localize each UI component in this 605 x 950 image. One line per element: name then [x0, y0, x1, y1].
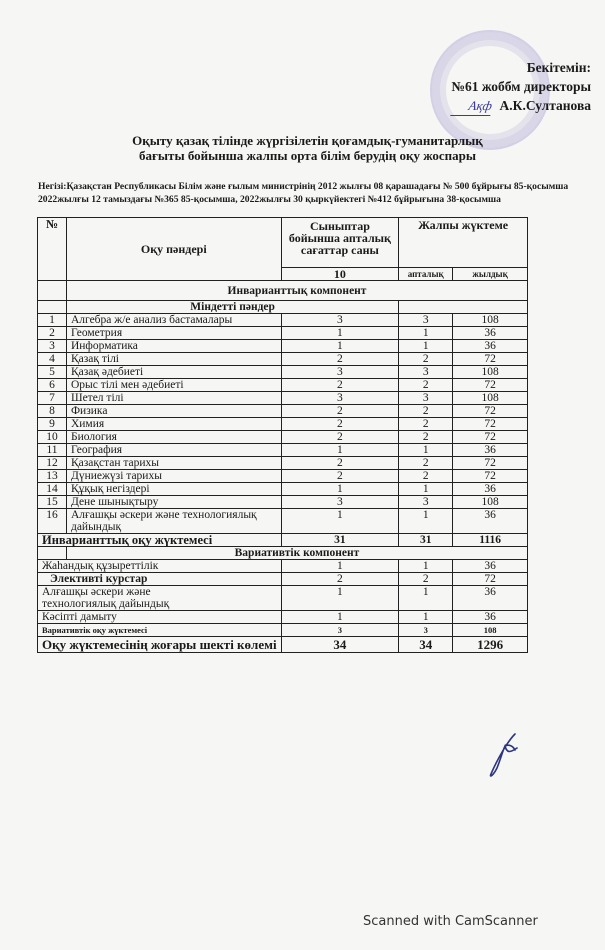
row-yearly: 36	[453, 509, 528, 534]
table-row	[38, 560, 528, 573]
table-row	[38, 496, 528, 509]
invariant-total-yearly: 1116	[453, 534, 528, 547]
row-no: 11	[38, 444, 67, 457]
row-subject: Алгебра ж/е анализ бастамалары	[66, 314, 281, 327]
row-subject: Қазақ әдебиеті	[66, 366, 281, 379]
table-row	[38, 586, 528, 611]
row-no: 13	[38, 470, 67, 483]
row-no: 4	[38, 353, 67, 366]
table-row	[38, 573, 528, 586]
row-yearly: 108	[453, 366, 528, 379]
row-subject: Химия	[66, 418, 281, 431]
grand-total-hours: 34	[281, 637, 399, 653]
mandatory-section-title: Міндетті пәндер	[66, 301, 398, 314]
title-line-2: бағыты бойынша жалпы орта білім берудің оқу жоспары	[139, 148, 476, 163]
row-hours: 1	[281, 340, 399, 353]
table-row	[38, 405, 528, 418]
header-weekly: апталық	[399, 268, 453, 281]
grand-total-label: Оқу жүктемесінің жоғары шекті көлемі	[38, 637, 282, 653]
row-weekly: 1	[399, 444, 453, 457]
variative-total-weekly: 3	[399, 624, 453, 637]
table-row	[38, 457, 528, 470]
table-row	[38, 611, 528, 624]
row-weekly: 3	[399, 314, 453, 327]
empty-cell	[38, 301, 67, 314]
row-subject: Қазақ тілі	[66, 353, 281, 366]
row-subject: Құқық негіздері	[66, 483, 281, 496]
invariant-section-row	[38, 281, 528, 301]
table-row	[38, 327, 528, 340]
curriculum-table	[37, 217, 528, 653]
row-yearly: 108	[453, 496, 528, 509]
table-row	[38, 418, 528, 431]
scanner-watermark: Scanned with CamScanner	[363, 914, 538, 929]
row-no: 6	[38, 379, 67, 392]
row-hours: 2	[281, 379, 399, 392]
handwritten-signature	[485, 732, 525, 778]
table-row	[38, 509, 528, 534]
table-row	[38, 340, 528, 353]
table-row	[38, 483, 528, 496]
row-yearly: 36	[453, 560, 528, 573]
document-title	[100, 133, 515, 163]
table-row	[38, 470, 528, 483]
row-yearly: 72	[453, 353, 528, 366]
invariant-total-weekly: 31	[399, 534, 453, 547]
variative-total-yearly: 108	[453, 624, 528, 637]
row-yearly: 72	[453, 379, 528, 392]
row-yearly: 36	[453, 611, 528, 624]
header-grade: 10	[281, 268, 399, 281]
row-no: 16	[38, 509, 67, 534]
row-subject: География	[66, 444, 281, 457]
row-no: 15	[38, 496, 67, 509]
row-yearly: 72	[453, 431, 528, 444]
row-no: 1	[38, 314, 67, 327]
row-weekly: 1	[399, 483, 453, 496]
row-weekly: 2	[399, 470, 453, 483]
row-no: 12	[38, 457, 67, 470]
row-weekly: 2	[399, 457, 453, 470]
row-no: 2	[38, 327, 67, 340]
row-hours: 2	[281, 573, 399, 586]
row-yearly: 36	[453, 340, 528, 353]
director-signature: Ақф	[450, 96, 494, 116]
variative-total-hours: 3	[281, 624, 399, 637]
row-hours: 1	[281, 444, 399, 457]
row-hours: 1	[281, 560, 399, 573]
row-hours: 2	[281, 418, 399, 431]
row-weekly: 3	[399, 392, 453, 405]
row-weekly: 1	[399, 509, 453, 534]
invariant-total-row	[38, 534, 528, 547]
row-subject: Геометрия	[66, 327, 281, 340]
row-hours: 2	[281, 353, 399, 366]
row-subject: Дене шынықтыру	[66, 496, 281, 509]
row-hours: 2	[281, 405, 399, 418]
row-yearly: 108	[453, 314, 528, 327]
basis-line-1: Негізі:Қазақстан Республикасы Білім және ғылым министрінің 2012 жылғы 08 қарашадағы № 500 бұйрығы 85-қосымша	[38, 181, 569, 192]
title-line-1: Оқыту қазақ тілінде жүргізілетін қоғамдық-гуманитарлық	[132, 133, 483, 148]
variative-total-row	[38, 624, 528, 637]
row-weekly: 2	[399, 379, 453, 392]
row-weekly: 2	[399, 573, 453, 586]
empty-cell	[38, 547, 67, 560]
header-total-load: Жалпы жүктеме	[399, 218, 528, 268]
row-no: 3	[38, 340, 67, 353]
grand-total-weekly: 34	[399, 637, 453, 653]
table-row	[38, 444, 528, 457]
invariant-section-title: Инварианттық компонент	[66, 281, 527, 301]
variative-section-row	[38, 547, 528, 560]
row-hours: 1	[281, 327, 399, 340]
table-row	[38, 353, 528, 366]
row-hours: 1	[281, 509, 399, 534]
mandatory-section-row	[38, 301, 528, 314]
legal-basis	[38, 180, 598, 206]
row-no: 10	[38, 431, 67, 444]
row-hours: 1	[281, 483, 399, 496]
invariant-total-hours: 31	[281, 534, 399, 547]
row-yearly: 72	[453, 418, 528, 431]
row-subject: Биология	[66, 431, 281, 444]
row-hours: 2	[281, 470, 399, 483]
row-weekly: 2	[399, 405, 453, 418]
approval-block	[451, 58, 591, 116]
row-subject: Жаһандық құзыреттілік	[38, 560, 282, 573]
basis-line-2: 2022жылғы 12 тамыздағы №365 85-қосымша, 2022жылғы 30 қыркүйектегі №412 бұйрығына 38-қосымша	[38, 194, 501, 205]
row-hours: 3	[281, 496, 399, 509]
row-subject: Элективті курстар	[38, 573, 282, 586]
row-subject: Дүниежүзі тарихы	[66, 470, 281, 483]
row-yearly: 72	[453, 573, 528, 586]
header-no: №	[38, 218, 67, 281]
row-weekly: 2	[399, 418, 453, 431]
row-subject: Орыс тілі мен әдебиеті	[66, 379, 281, 392]
row-yearly: 108	[453, 392, 528, 405]
table-row	[38, 392, 528, 405]
row-subject: Алғашқы әскери және технологиялық дайындық	[66, 509, 281, 534]
row-hours: 3	[281, 366, 399, 379]
row-no: 8	[38, 405, 67, 418]
director-name: А.К.Султанова	[499, 98, 591, 113]
row-hours: 2	[281, 457, 399, 470]
table-row	[38, 379, 528, 392]
row-subject: Қазақстан тарихы	[66, 457, 281, 470]
row-subject: Кәсіпті дамыту	[38, 611, 282, 624]
variative-section-title: Вариативтік компонент	[66, 547, 527, 560]
approval-heading: Бекітемін:	[526, 60, 591, 75]
approval-position: №61 жоббм директоры	[451, 79, 591, 94]
row-weekly: 2	[399, 353, 453, 366]
row-weekly: 3	[399, 496, 453, 509]
row-weekly: 1	[399, 340, 453, 353]
grand-total-row	[38, 637, 528, 653]
row-no: 9	[38, 418, 67, 431]
row-weekly: 1	[399, 327, 453, 340]
row-yearly: 36	[453, 483, 528, 496]
empty-cell	[399, 301, 528, 314]
row-yearly: 36	[453, 327, 528, 340]
row-weekly: 1	[399, 560, 453, 573]
row-yearly: 36	[453, 444, 528, 457]
table-row	[38, 431, 528, 444]
row-subject: Алғашқы әскери және технологиялық дайындық	[38, 586, 282, 611]
empty-cell	[38, 281, 67, 301]
row-weekly: 1	[399, 611, 453, 624]
invariant-total-label: Инварианттық оқу жүктемесі	[38, 534, 282, 547]
variative-total-label: Вариативтік оқу жүктемесі	[38, 624, 282, 637]
header-subjects: Оқу пәндері	[66, 218, 281, 281]
row-hours: 2	[281, 431, 399, 444]
row-hours: 1	[281, 586, 399, 611]
row-subject: Шетел тілі	[66, 392, 281, 405]
approval-signature-line	[451, 96, 591, 116]
row-no: 5	[38, 366, 67, 379]
row-no: 7	[38, 392, 67, 405]
row-yearly: 72	[453, 405, 528, 418]
row-hours: 3	[281, 314, 399, 327]
row-weekly: 1	[399, 586, 453, 611]
header-weekly-hours: Сыныптар бойынша апталық сағаттар саны	[281, 218, 399, 268]
row-yearly: 72	[453, 470, 528, 483]
table-row	[38, 314, 528, 327]
row-hours: 1	[281, 611, 399, 624]
row-weekly: 3	[399, 366, 453, 379]
row-yearly: 36	[453, 586, 528, 611]
row-yearly: 72	[453, 457, 528, 470]
header-row	[38, 218, 528, 268]
grand-total-yearly: 1296	[453, 637, 528, 653]
table-row	[38, 366, 528, 379]
header-yearly: жылдық	[453, 268, 528, 281]
row-weekly: 2	[399, 431, 453, 444]
row-subject: Физика	[66, 405, 281, 418]
row-hours: 3	[281, 392, 399, 405]
row-subject: Информатика	[66, 340, 281, 353]
row-no: 14	[38, 483, 67, 496]
